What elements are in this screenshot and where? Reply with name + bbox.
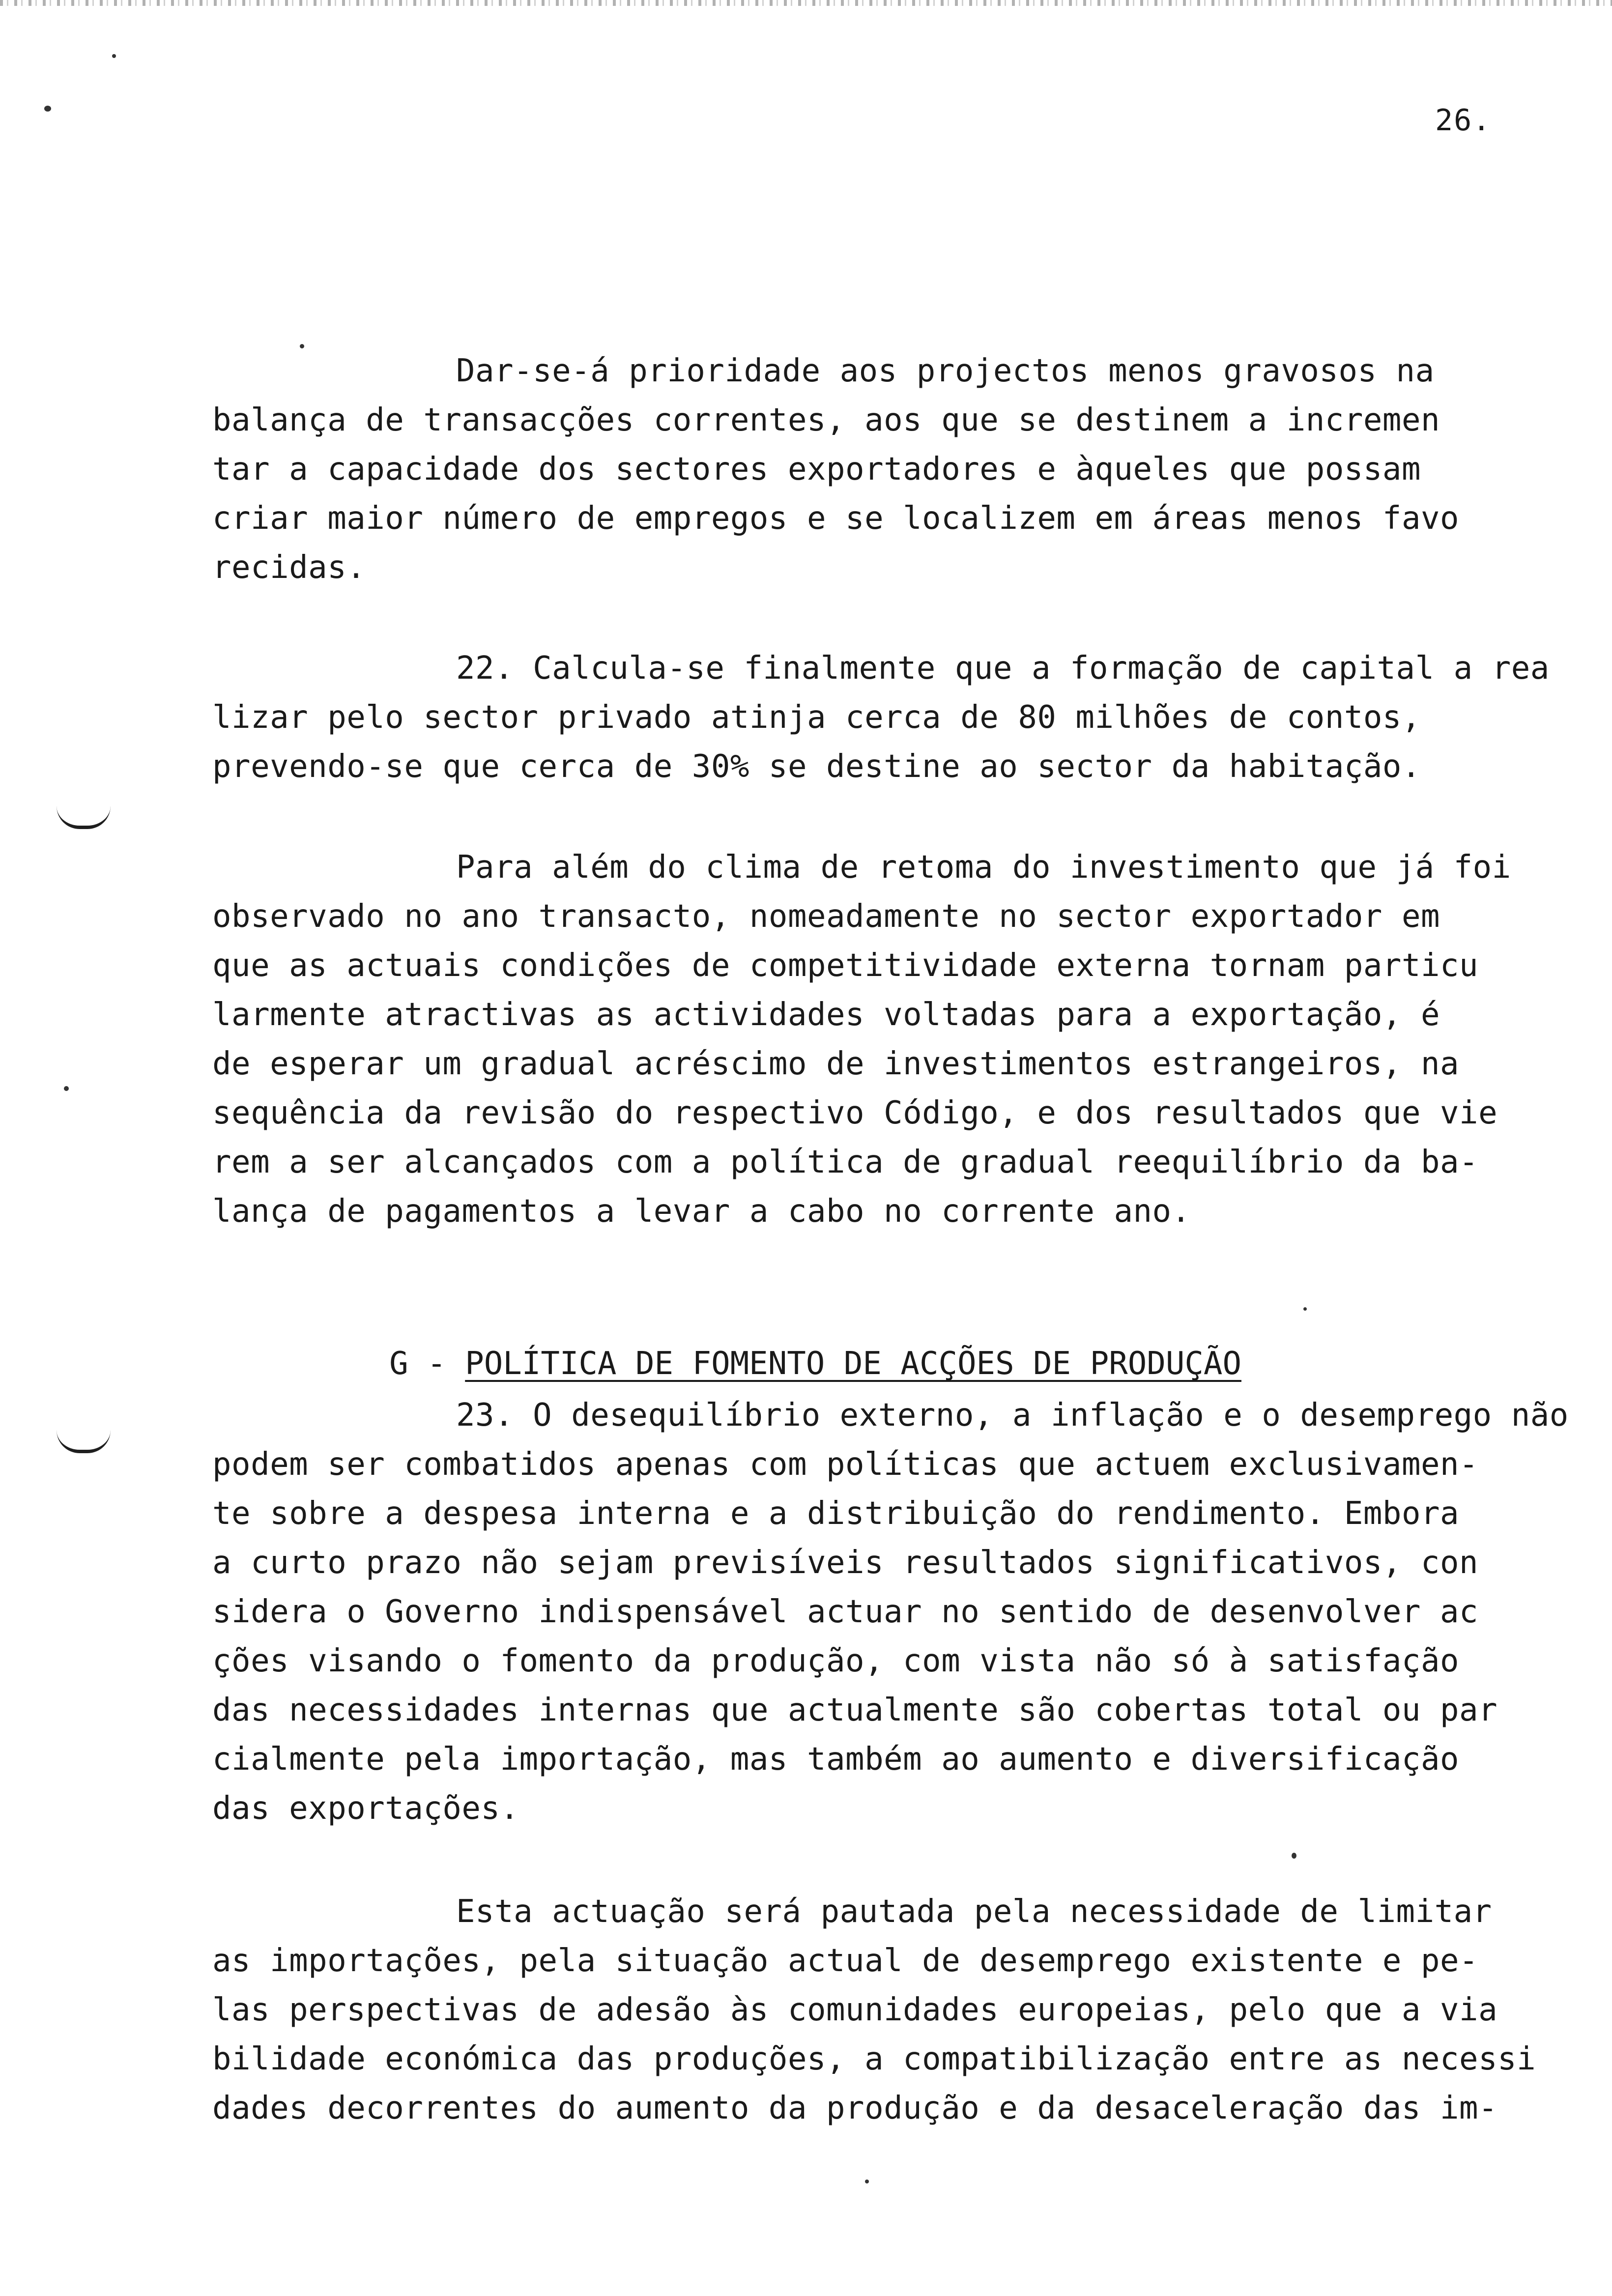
- page-number: 26.: [1435, 103, 1492, 138]
- scan-speck: [1303, 1307, 1307, 1311]
- text-line: sequência da revisão do respectivo Código, e dos resultados que vie: [212, 1095, 1498, 1131]
- text-line: criar maior número de empregos e se localizem em áreas menos favo: [212, 500, 1460, 537]
- text-line: tar a capacidade dos sectores exportadores e àqueles que possam: [212, 451, 1421, 488]
- scan-speck: [44, 106, 51, 112]
- text-line: balança de transacções correntes, aos que se destinem a incremen: [212, 402, 1440, 438]
- text-line: Para além do clima de retoma do investimento que já foi: [456, 849, 1511, 886]
- text-line: sidera o Governo indispensável actuar no sentido de desenvolver ac: [212, 1594, 1479, 1630]
- text-line: 22. Calcula-se finalmente que a formação de capital a rea: [456, 650, 1550, 687]
- text-line: as importações, pela situação actual de desemprego existente e pe-: [212, 1943, 1479, 1979]
- text-line: rem a ser alcançados com a política de gradual reequilíbrio da ba-: [212, 1144, 1479, 1180]
- text-line: lizar pelo sector privado atinja cerca de 80 milhões de contos,: [212, 699, 1421, 736]
- text-line: recidas.: [212, 549, 366, 586]
- text-line: a curto prazo não sejam previsíveis resultados significativos, con: [212, 1545, 1479, 1581]
- text-line: Dar-se-á prioridade aos projectos menos gravosos na: [456, 353, 1435, 389]
- scan-speck: [64, 1086, 69, 1091]
- margin-mark: [57, 806, 111, 829]
- text-line: las perspectivas de adesão às comunidades europeias, pelo que a via: [212, 1992, 1498, 2028]
- text-line: dades decorrentes do aumento da produção e da desaceleração das im-: [212, 2090, 1498, 2126]
- text-line: podem ser combatidos apenas com políticas que actuem exclusivamen-: [212, 1446, 1479, 1483]
- text-line: bilidade económica das produções, a compatibilização entre as necessi: [212, 2041, 1536, 2077]
- section-heading: [351, 1290, 1241, 1388]
- section-heading-title: POLÍTICA DE FOMENTO DE ACÇÕES DE PRODUÇÃO: [465, 1346, 1241, 1382]
- text-line: lança de pagamentos a levar a cabo no corrente ano.: [212, 1193, 1191, 1230]
- scan-speck: [300, 344, 304, 348]
- text-line: que as actuais condições de competitividade externa tornam particu: [212, 947, 1479, 984]
- text-line: ções visando o fomento da produção, com vista não só à satisfação: [212, 1643, 1460, 1679]
- scan-edge-noise: [0, 0, 1612, 6]
- text-line: das necessidades internas que actualmente são cobertas total ou par: [212, 1692, 1498, 1728]
- text-line: de esperar um gradual acréscimo de investimentos estrangeiros, na: [212, 1046, 1460, 1082]
- text-line: cialmente pela importação, mas também ao aumento e diversificação: [212, 1741, 1460, 1778]
- scan-speck: [865, 2180, 869, 2183]
- text-line: observado no ano transacto, nomeadamente no sector exportador em: [212, 898, 1440, 935]
- text-line: prevendo-se que cerca de 30% se destine ao sector da habitação.: [212, 748, 1421, 785]
- text-line: 23. O desequilíbrio externo, a inflação e o desemprego não: [456, 1397, 1569, 1434]
- text-line: larmente atractivas as actividades voltadas para a exportação, é: [212, 997, 1440, 1033]
- section-heading-prefix: G -: [389, 1346, 465, 1382]
- text-line: Esta actuação será pautada pela necessidade de limitar: [456, 1894, 1492, 1930]
- text-line: das exportações.: [212, 1790, 519, 1827]
- scan-speck: [1292, 1853, 1296, 1859]
- scan-speck: [112, 54, 116, 58]
- text-line: te sobre a despesa interna e a distribuição do rendimento. Embora: [212, 1495, 1460, 1532]
- margin-mark: [57, 1430, 111, 1453]
